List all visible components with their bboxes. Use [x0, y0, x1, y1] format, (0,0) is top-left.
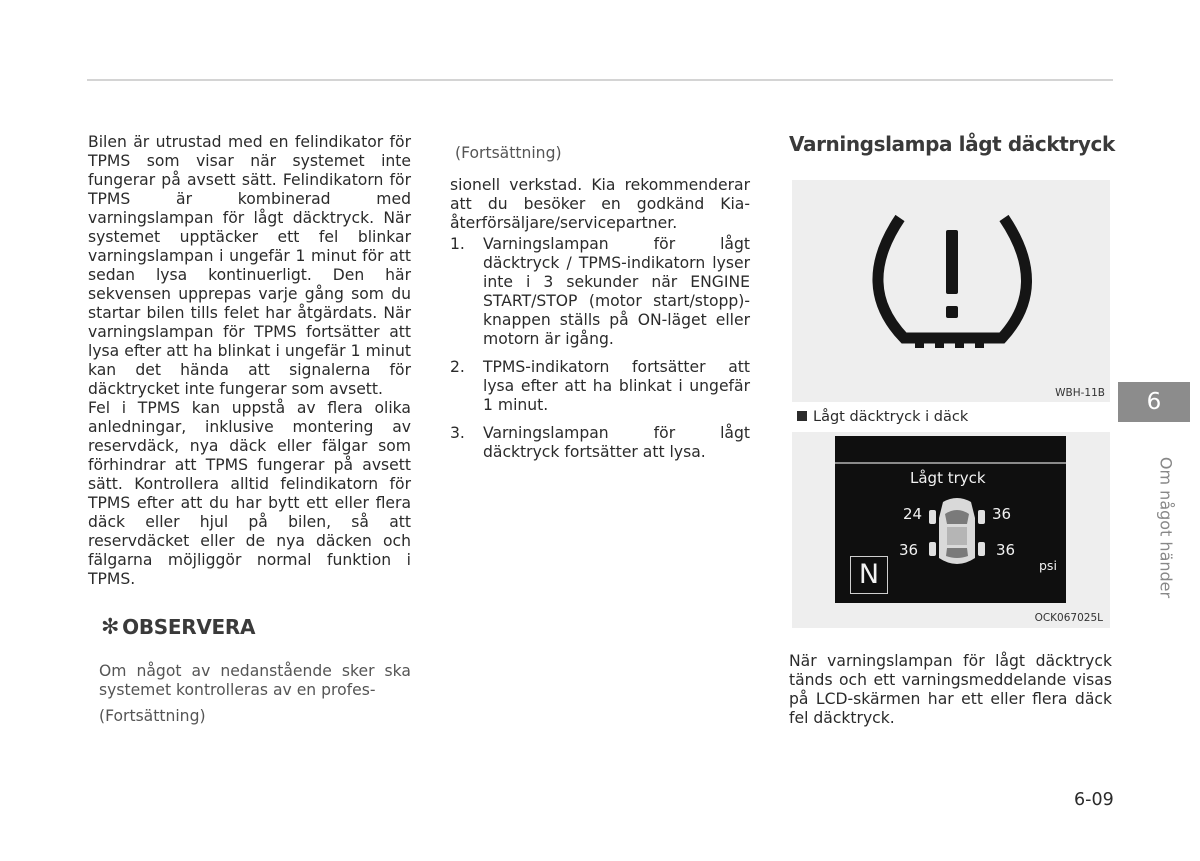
observera-text: Om något av nedanstående sker ska systemet kontrolleras av en profes- [99, 662, 411, 699]
list-item: 3. Varningslampan för lågt däcktryck fortsätter att lysa. [450, 424, 750, 461]
car-top-view-icon [929, 496, 985, 568]
asterisk-icon: ✻ [101, 615, 120, 640]
pressure-rear-right: 36 [996, 541, 1016, 559]
paragraph-warning: När varningslampan för lågt däcktryck tänds och ett varningsmeddelande visas på LCD-skärmen har ett eller flera däck fel däcktryck. [789, 652, 1112, 727]
chapter-tab: 6 [1118, 382, 1190, 422]
paragraph-tpms-indicator: Bilen är utrustad med en felindikator för TPMS som visar när systemet inte fungerar på avsett sätt. Felindikatorn för TPMS är kombinerad med varningslampan för lågt däcktryck. När systemet upptäcker ett fel blinkar varningslampan i ungefär 1 minut för att sedan lysa kontinuerligt. Den här sekvensen upprepas varje gång som du startar bilen tills felet har åtgärdats. När varningslampan för TPMS fortsätter att lysa efter att ha blinkat i ungefär 1 minut kan det hända att signalerna för däcktrycket inte fungerar som avsett. [88, 133, 411, 398]
warning-lamp-figure [792, 180, 1110, 402]
column-left [88, 133, 411, 589]
paragraph-workshop: sionell verkstad. Kia rekommenderar att du besöker en godkänd Kia-återförsäljare/servicepartner. [450, 176, 750, 232]
figure-code: WBH-11B [1055, 387, 1105, 399]
observera-heading [101, 615, 401, 640]
paragraph-tpms-faults: Fel i TPMS kan uppstå av flera olika anledningar, inklusive montering av reservdäck, nya däck eller fälgar som förhindrar att TPMS fungerar på avsett sätt. Kontrollera alltid felindikatorn för TPMS efter att du har bytt ett eller flera däck eller hjul på bilen, så att reservdäcket eller de nya däcken och fälgarna möjliggör normal funktion i TPMS. [88, 399, 411, 588]
conditions-list [450, 235, 750, 462]
pressure-rear-left: 36 [899, 541, 919, 559]
figure-caption: Lågt däcktryck i däck [797, 409, 968, 425]
lcd-display [835, 436, 1066, 603]
tire-pressure-warning-icon [870, 210, 1034, 360]
continued-label-left: (Fortsättning) [99, 707, 206, 725]
list-item: 2. TPMS-indikatorn fortsätter att lysa efter att ha blinkat i ungefär 1 minut. [450, 358, 750, 414]
square-bullet-icon [797, 411, 807, 421]
gear-indicator: N [850, 556, 888, 594]
lcd-divider [835, 462, 1066, 464]
lcd-figure [792, 432, 1110, 628]
header-rule [87, 79, 1113, 81]
page-number: 6-09 [1074, 790, 1114, 810]
lcd-title: Lågt tryck [910, 469, 986, 487]
continued-label-middle: (Fortsättning) [455, 144, 562, 162]
observera-title: OBSERVERA [122, 615, 256, 639]
column-right [789, 652, 1112, 728]
pressure-front-left: 24 [903, 505, 923, 523]
pressure-unit: psi [1039, 558, 1057, 573]
list-item: 1. Varningslampan för lågt däcktryck / TPMS-indikatorn lyser inte i 3 sekunder när ENGINE START/STOP (motor start/stopp)-knappen ställs på ON-läget eller motorn är igång. [450, 235, 750, 348]
section-heading: Varningslampa lågt däcktryck [789, 132, 1115, 156]
figure-code: OCK067025L [1034, 612, 1103, 624]
chapter-side-label: Om något händer [1156, 456, 1176, 599]
pressure-front-right: 36 [992, 505, 1012, 523]
column-middle [450, 176, 750, 471]
